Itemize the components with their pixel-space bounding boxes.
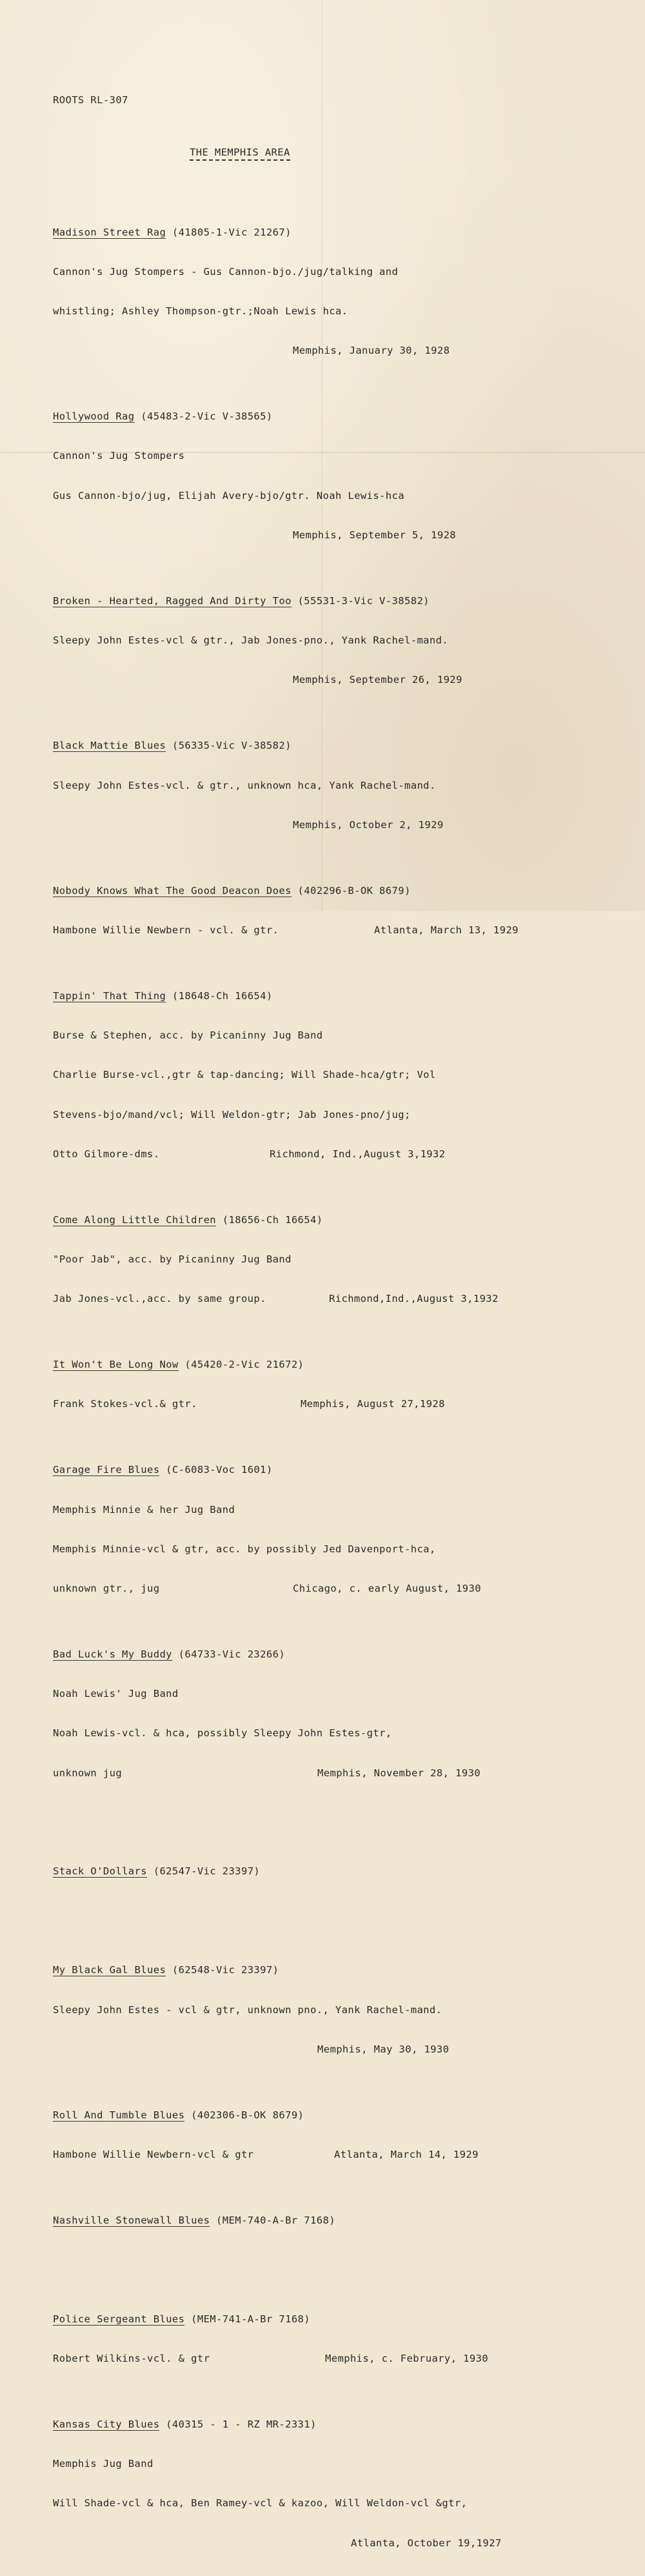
song-title: Kansas City Blues — [53, 2419, 160, 2430]
recording-place-date: Richmond,Ind.,August 3,1932 — [329, 1293, 499, 1305]
personnel-with-place — [53, 1148, 595, 1161]
entry-title-line — [53, 989, 595, 1002]
personnel-with-place — [53, 1582, 595, 1595]
entry-title-line — [53, 1213, 595, 1226]
matrix-number: (MEM-741-A-Br 7168) — [184, 2313, 311, 2325]
personnel-line: unknown gtr., jug — [53, 1583, 160, 1595]
matrix-number: (64733-Vic 23266) — [172, 1648, 286, 1661]
matrix-number: (C-6083-Voc 1601) — [159, 1464, 273, 1476]
recording-place-date: Atlanta, October 19,1927 — [351, 2537, 502, 2549]
recording-place-date: Memphis, September 5, 1928 — [293, 529, 457, 541]
personnel-line: Hambone Willie Newbern - vcl. & gtr. — [53, 924, 279, 936]
personnel-with-place — [53, 924, 595, 937]
matrix-number: (18648-Ch 16654) — [166, 989, 273, 1002]
recording-place-date: Atlanta, March 13, 1929 — [374, 924, 519, 936]
personnel-line: Noah Lewis' Jug Band — [53, 1688, 179, 1700]
song-title: Stack O'Dollars — [53, 1865, 147, 1878]
entry-title-line — [53, 2214, 595, 2227]
recording-place-date: Memphis, August 27,1928 — [301, 1398, 445, 1410]
title-wrap — [53, 146, 595, 159]
song-title: Madison Street Rag — [53, 226, 166, 238]
personnel-line: Memphis Minnie-vcl & gtr, acc. by possibly Jed Davenport-hca, — [53, 1543, 436, 1555]
song-title: Nobody Knows What The Good Deacon Does — [53, 884, 292, 897]
personnel-line: Burse & Stephen, acc. by Picaninny Jug Band — [53, 1029, 323, 1042]
personnel-line: Sleepy John Estes-vcl & gtr., Jab Jones-pno., Yank Rachel-mand. — [53, 634, 449, 647]
entry-title-line — [53, 1358, 595, 1371]
entry-title-line — [53, 1865, 595, 1878]
matrix-number: (402296-B-OK 8679) — [291, 884, 411, 897]
song-title: Tappin' That Thing — [53, 989, 166, 1002]
song-title: Hollywood Rag — [53, 411, 135, 423]
personnel-line: "Poor Jab", acc. by Picaninny Jug Band — [53, 1253, 292, 1265]
recording-place-date: Atlanta, March 14, 1929 — [334, 2148, 479, 2160]
recording-place-date: Memphis, October 2, 1929 — [293, 818, 444, 831]
matrix-number: (MEM-740-A-Br 7168) — [210, 2214, 335, 2226]
entry-title-line — [53, 2109, 595, 2122]
entry-title-line — [53, 1463, 595, 1476]
recording-place-date: Memphis, November 28, 1930 — [317, 1767, 481, 1779]
personnel-line: Stevens-bjo/mand/vcl; Will Weldon-gtr; Jab Jones-pno/jug; — [53, 1108, 411, 1121]
typed-document — [53, 67, 595, 2576]
song-title: Broken - Hearted, Ragged And Dirty Too — [53, 594, 292, 607]
page-title: THE MEMPHIS AREA — [190, 147, 290, 161]
entry-title-line — [53, 2418, 595, 2431]
song-title: It Won't Be Long Now — [53, 1359, 179, 1371]
personnel-with-place — [53, 2352, 595, 2365]
personnel-line: Otto Gilmore-dms. — [53, 1148, 160, 1160]
matrix-number: (41805-1-Vic 21267) — [166, 226, 292, 238]
entry-title-line — [53, 1963, 595, 1976]
entry-title-line — [53, 594, 595, 607]
spacer — [53, 1905, 595, 1911]
catalog-number: ROOTS RL-307 — [53, 94, 128, 106]
matrix-number: (62548-Vic 23397) — [166, 1964, 279, 1976]
recording-place-date: Memphis, c. February, 1930 — [325, 2352, 489, 2364]
matrix-number: (56335-Vic V-38582) — [166, 740, 292, 752]
personnel-line: Sleepy John Estes - vcl & gtr, unknown pno., Yank Rachel-mand. — [53, 2003, 442, 2016]
song-title: Police Sergeant Blues — [53, 2313, 185, 2325]
personnel-line: Sleepy John Estes-vcl. & gtr., unknown hca, Yank Rachel-mand. — [53, 779, 436, 791]
personnel-line: Cannon's Jug Stompers — [53, 450, 185, 462]
personnel-line: Cannon's Jug Stompers - Gus Cannon-bjo./jug/talking and — [53, 265, 399, 278]
matrix-number: (45483-2-Vic V-38565) — [134, 411, 273, 423]
personnel-line: Jab Jones-vcl.,acc. by same group. — [53, 1293, 266, 1305]
entry-title-line — [53, 1648, 595, 1661]
entry-title-line — [53, 2313, 595, 2326]
song-title: Roll And Tumble Blues — [53, 2109, 185, 2121]
personnel-line: Will Shade-vcl & hca, Ben Ramey-vcl & kazoo, Will Weldon-vcl &gtr, — [53, 2497, 468, 2510]
entry-title-line — [53, 884, 595, 897]
personnel-with-place — [53, 1767, 595, 1780]
song-title: Bad Luck's My Buddy — [53, 1648, 172, 1661]
personnel-line: Hambone Willie Newbern-vcl & gtr — [53, 2148, 254, 2160]
matrix-number: (402306-B-OK 8679) — [184, 2109, 304, 2121]
matrix-number: (55531-3-Vic V-38582) — [291, 594, 430, 607]
personnel-line: Gus Cannon-bjo/jug, Elijah Avery-bjo/gtr. Noah Lewis-hca — [53, 489, 404, 502]
personnel-with-place — [53, 1292, 595, 1305]
matrix-number: (18656-Ch 16654) — [216, 1213, 323, 1226]
matrix-number: (40315 - 1 - RZ MR-2331) — [159, 2419, 317, 2430]
personnel-line: Noah Lewis-vcl. & hca, possibly Sleepy John Estes-gtr, — [53, 1727, 392, 1739]
personnel-line: Memphis Minnie & her Jug Band — [53, 1503, 235, 1516]
recording-place-date: Memphis, January 30, 1928 — [293, 345, 450, 357]
personnel-line: Charlie Burse-vcl.,gtr & tap-dancing; Will Shade-hca/gtr; Vol — [53, 1069, 436, 1081]
song-title: Come Along Little Children — [53, 1213, 217, 1226]
song-title: Black Mattie Blues — [53, 740, 166, 752]
personnel-line: whistling; Ashley Thompson-gtr.;Noah Lewis hca. — [53, 305, 348, 318]
personnel-line: Frank Stokes-vcl.& gtr. — [53, 1398, 197, 1410]
personnel-line: unknown jug — [53, 1767, 123, 1779]
personnel-line: Memphis Jug Band — [53, 2458, 154, 2470]
matrix-number: (45420-2-Vic 21672) — [178, 1359, 304, 1371]
entry-title-line — [53, 410, 595, 423]
personnel-with-place — [53, 2148, 595, 2161]
recording-place-date: Memphis, May 30, 1930 — [317, 2043, 450, 2055]
recording-place-date: Memphis, September 26, 1929 — [293, 674, 462, 686]
entry-title-line — [53, 739, 595, 752]
song-title: My Black Gal Blues — [53, 1964, 166, 1976]
entry-title-line — [53, 226, 595, 239]
song-title: Garage Fire Blues — [53, 1464, 160, 1476]
song-title: Nashville Stonewall Blues — [53, 2214, 210, 2226]
spacer — [53, 2253, 595, 2260]
personnel-with-place — [53, 1397, 595, 1410]
recording-place-date: Chicago, c. early August, 1930 — [293, 1583, 481, 1595]
personnel-line: Robert Wilkins-vcl. & gtr — [53, 2352, 210, 2364]
recording-place-date: Richmond, Ind.,August 3,1932 — [270, 1148, 446, 1160]
spacer — [53, 1819, 595, 1825]
matrix-number: (62547-Vic 23397) — [146, 1865, 261, 1878]
